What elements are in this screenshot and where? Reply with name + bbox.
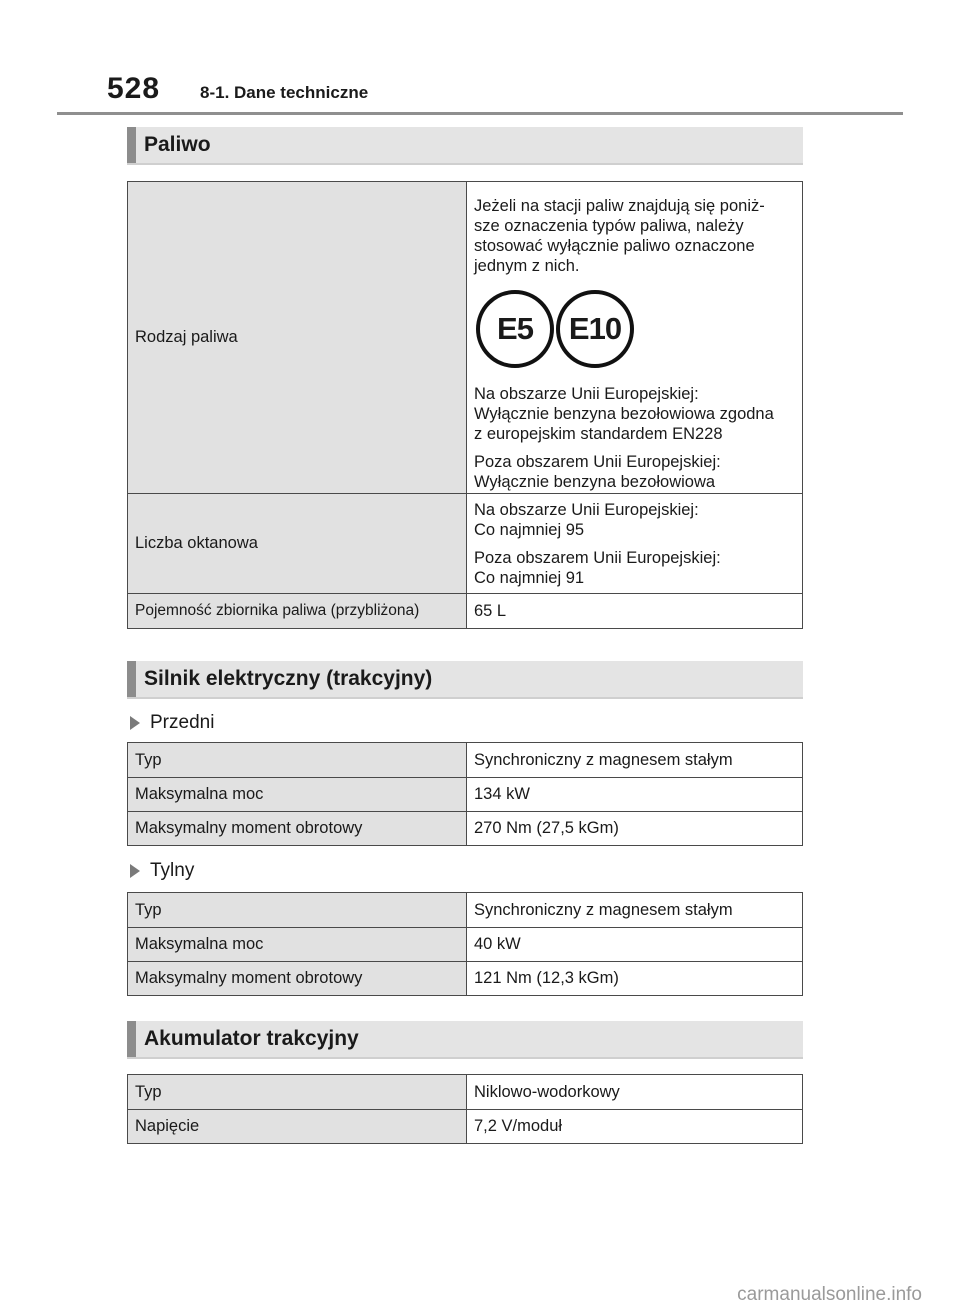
rear-motor-table [127, 892, 803, 996]
triangle-bullet-icon [130, 716, 140, 730]
subsection-front [130, 712, 214, 734]
eu-line: Na obszarze Unii Europejskiej: [474, 385, 699, 403]
front-motor-table [127, 742, 803, 846]
subsection-front-label: Przedni [150, 712, 215, 733]
table-row [128, 962, 803, 996]
octane-eu-line: Co najmniej 95 [474, 520, 585, 539]
table-row [128, 1075, 803, 1110]
triangle-bullet-icon [130, 864, 140, 878]
fuel-badges [474, 286, 795, 372]
cell-label: Typ [128, 893, 467, 928]
table-row [128, 778, 803, 812]
section-title: Akumulator trakcyjny [144, 1027, 359, 1050]
e5-fuel-badge: E5 [476, 290, 554, 368]
table-row [128, 743, 803, 778]
section-battery-header [127, 1021, 803, 1059]
cell-value: 40 kW [467, 928, 803, 962]
chapter-title: 8-1. Dane techniczne [200, 83, 369, 102]
section-marker [127, 1021, 136, 1057]
header-divider [57, 112, 903, 115]
octane-non-eu-line: Poza obszarem Unii Europejskiej: [474, 548, 721, 567]
cell-value: Synchroniczny z magnesem stałym [467, 743, 803, 778]
section-marker [127, 127, 136, 163]
cell-value: 121 Nm (12,3 kGm) [467, 962, 803, 996]
table-row [128, 594, 803, 629]
cell-label: Maksymalny moment obrotowy [128, 812, 467, 846]
octane-value [467, 494, 803, 594]
cell-value: 134 kW [467, 778, 803, 812]
tank-value: 65 L [467, 594, 803, 629]
intro-line: Jeżeli na stacji paliw znajdują się poniż- [474, 197, 765, 215]
e10-fuel-badge: E10 [556, 290, 634, 368]
table-row [128, 182, 803, 494]
cell-label: Maksymalna moc [128, 928, 467, 962]
octane-label: Liczba oktanowa [128, 494, 467, 594]
cell-label: Napięcie [128, 1110, 467, 1144]
table-row [128, 494, 803, 594]
intro-line: jednym z nich. [474, 257, 580, 275]
fuel-type-label: Rodzaj paliwa [128, 182, 467, 494]
cell-label: Maksymalna moc [128, 778, 467, 812]
intro-line: stosować wyłącznie paliwo oznaczone [474, 237, 755, 255]
fuel-type-value [467, 182, 803, 494]
section-marker [127, 661, 136, 697]
cell-value: Niklowo-wodorkowy [467, 1075, 803, 1110]
table-row [128, 1110, 803, 1144]
section-motor-header [127, 661, 803, 699]
subsection-rear-label: Tylny [150, 860, 195, 881]
section-title: Paliwo [144, 133, 211, 156]
battery-table [127, 1074, 803, 1144]
intro-line: sze oznaczenia typów paliwa, należy [474, 217, 744, 235]
table-row [128, 893, 803, 928]
cell-value: 7,2 V/moduł [467, 1110, 803, 1144]
octane-non-eu-line: Co najmniej 91 [474, 568, 585, 587]
section-fuel-header [127, 127, 803, 165]
non-eu-line: Wyłącznie benzyna bezołowiowa [474, 473, 716, 491]
non-eu-line: Poza obszarem Unii Europejskiej: [474, 453, 721, 471]
watermark: carmanualsonline.info [737, 1284, 922, 1305]
cell-value: Synchroniczny z magnesem stałym [467, 893, 803, 928]
octane-eu-line: Na obszarze Unii Europejskiej: [474, 500, 699, 519]
tank-label: Pojemność zbiornika paliwa (przybliżona) [128, 594, 467, 629]
cell-label: Maksymalny moment obrotowy [128, 962, 467, 996]
cell-label: Typ [128, 743, 467, 778]
section-title: Silnik elektryczny (trakcyjny) [144, 667, 433, 690]
fuel-table [127, 181, 803, 629]
subsection-rear [130, 860, 194, 882]
page-header [0, 0, 960, 120]
eu-line: Wyłącznie benzyna bezołowiowa zgodna [474, 405, 774, 423]
table-row [128, 812, 803, 846]
table-row [128, 928, 803, 962]
eu-line: z europejskim standardem EN228 [474, 425, 723, 443]
cell-label: Typ [128, 1075, 467, 1110]
page-number: 528 [107, 72, 161, 105]
cell-value: 270 Nm (27,5 kGm) [467, 812, 803, 846]
